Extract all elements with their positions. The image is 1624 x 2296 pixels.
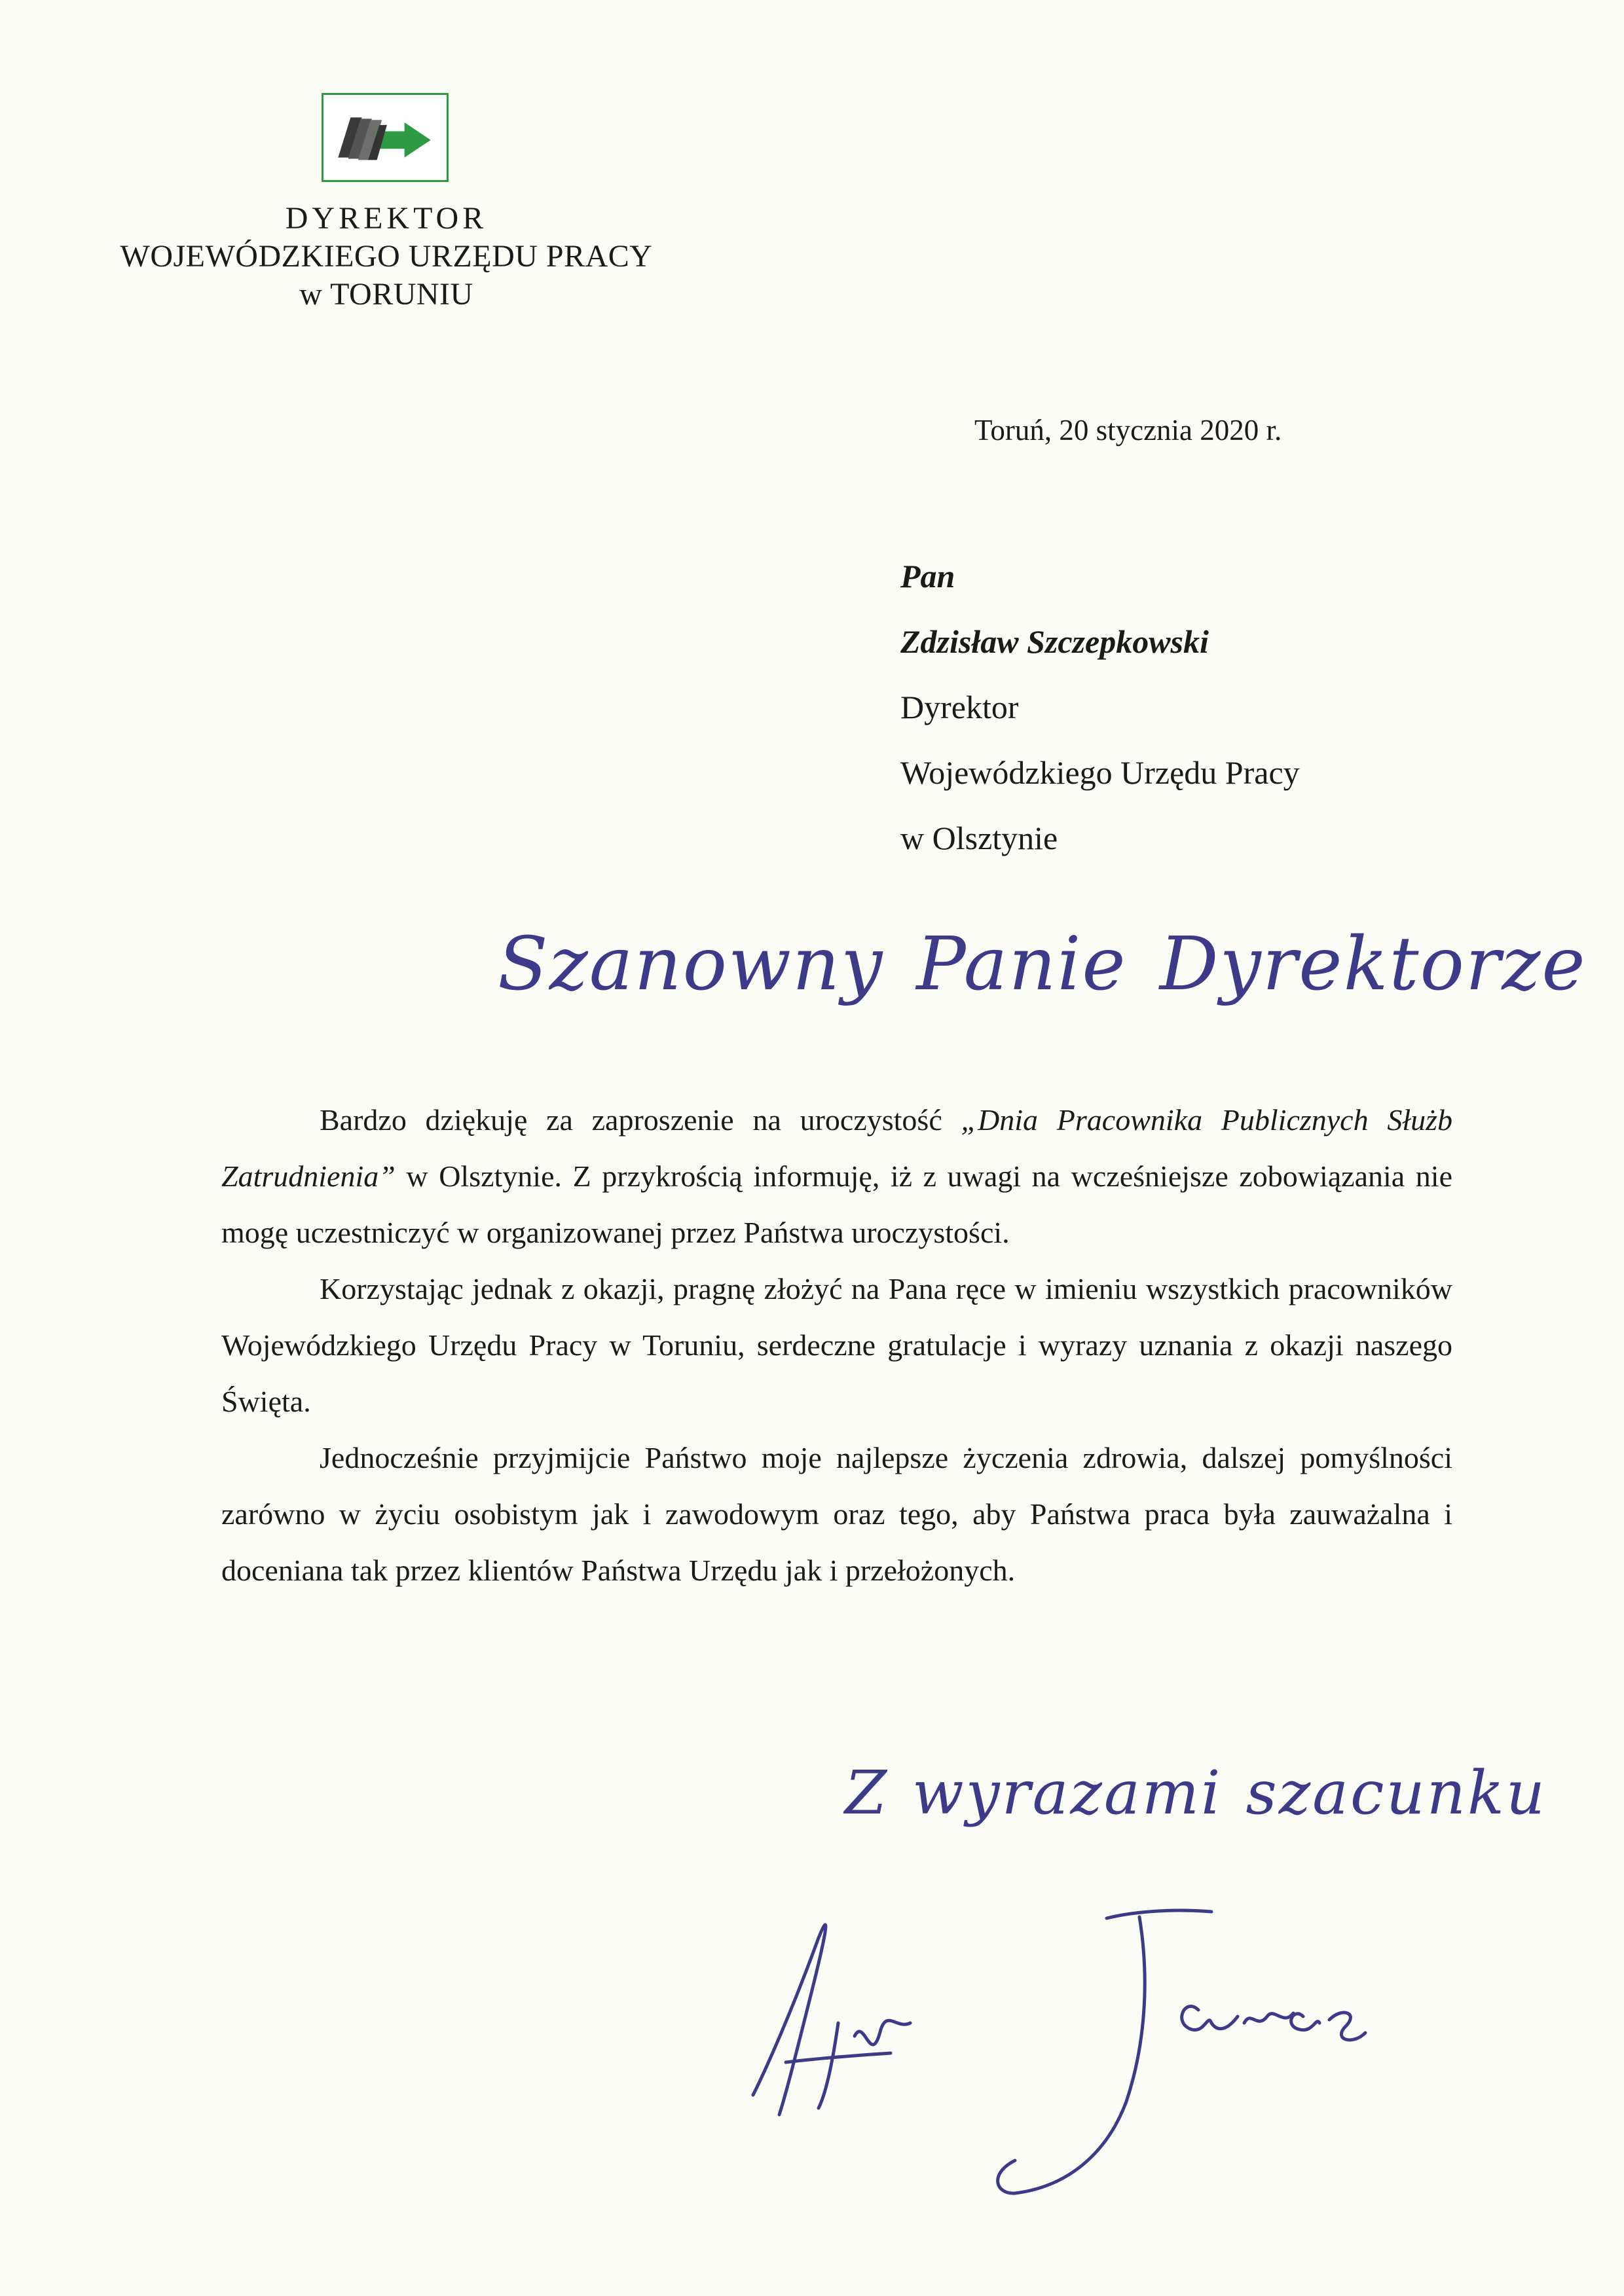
salutation-word-1: Szanowny — [498, 922, 884, 1007]
p1-text-c: w Olsztynie. Z przykrością informuję, iż z uwagi na wcześniejsze zobowiązania nie mogę uczestniczyć w organizowanej przez Państwa uroczystości. — [221, 1159, 1452, 1249]
body-paragraph-1 — [221, 1092, 1452, 1261]
body-paragraph-3: Jednocześnie przyjmijcie Państwo moje najlepsze życzenia zdrowia, dalszej pomyślności zarówno w życiu osobistym jak i zawodowym oraz tego, aby Państwa praca była zauważalna i doceniana tak przez klientów Państwa Urzędu jak i przełożonych. — [221, 1441, 1452, 1587]
p1-event-name: „Dnia Pracownika Publicznych Służb Zatrudnienia” — [221, 1103, 1453, 1193]
letterhead-title: DYREKTOR — [285, 201, 488, 236]
salutation-word-2: Panie — [916, 922, 1127, 1007]
recipient-block — [900, 556, 1300, 884]
closing-word-1: Z — [845, 1758, 889, 1828]
recipient-salute: Pan — [900, 558, 955, 594]
letterhead-text — [79, 200, 694, 314]
recipient-name: Zdzisław Szczepkowski — [900, 623, 1209, 660]
recipient-office: Wojewódzkiego Urzędu Pracy — [900, 754, 1300, 791]
recipient-city: w Olsztynie — [900, 820, 1058, 856]
handwritten-signature — [740, 1899, 1428, 2200]
recipient-position: Dyrektor — [900, 689, 1019, 725]
letterhead-city: w TORUNIU — [299, 277, 473, 312]
p1-text-a: Bardzo dziękuję za zaproszenie na uroczystość — [320, 1103, 961, 1137]
letter-date: Toruń, 20 stycznia 2020 r. — [974, 414, 1282, 446]
closing-word-2: wyrazami — [912, 1758, 1223, 1828]
salutation-word-3: Dyrektorze — [1159, 922, 1587, 1007]
logo-arrows-icon — [323, 95, 447, 180]
handwritten-salutation — [498, 922, 1619, 1007]
signature-scribble-icon — [740, 1899, 1428, 2200]
handwritten-closing — [845, 1758, 1570, 1828]
closing-word-3: szacunku — [1246, 1758, 1547, 1828]
letterhead-office: WOJEWÓDZKIEGO URZĘDU PRACY — [120, 239, 653, 274]
office-logo — [322, 93, 449, 182]
body-paragraph-2: Korzystając jednak z okazji, pragnę złożyć na Pana ręce w imieniu wszystkich pracowników Wojewódzkiego Urzędu Pracy w Toruniu, serdeczne gratulacje i wyrazy uznania z okazji naszego Święta. — [221, 1272, 1452, 1418]
letter-body — [221, 1092, 1452, 1599]
